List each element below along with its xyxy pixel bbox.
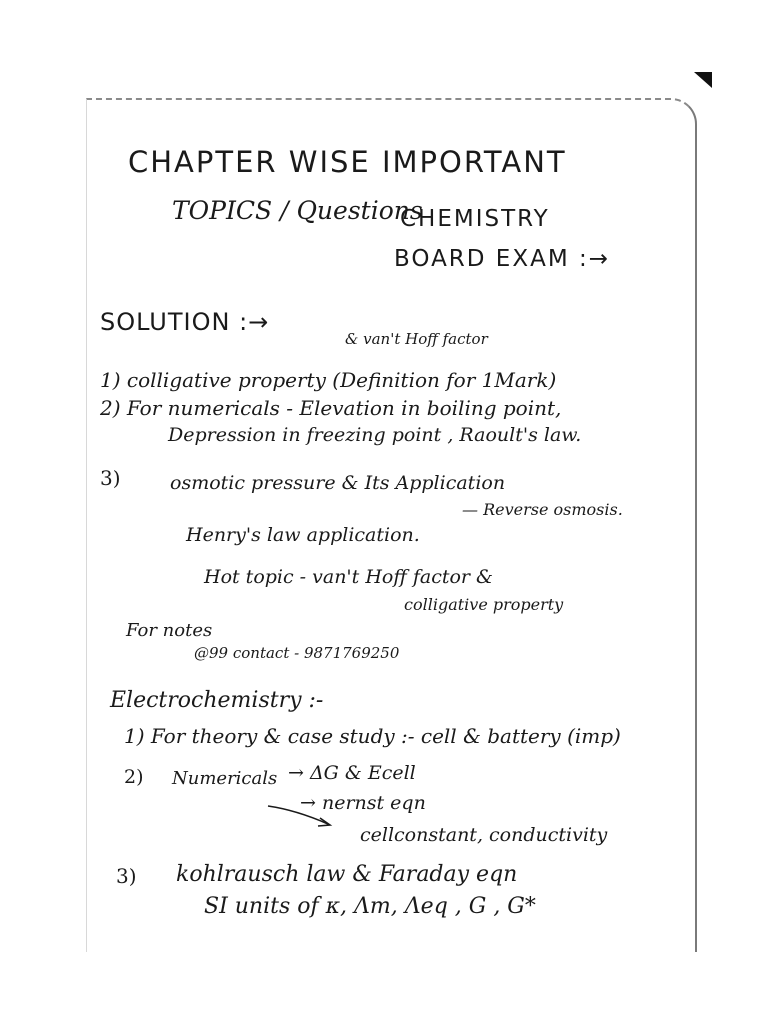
title-line-2b: CHEMISTRY [400,206,550,232]
title-line-1: CHAPTER WISE IMPORTANT [128,145,567,179]
solution-hot-topic: Hot topic - van't Hoff factor & [204,566,493,588]
solution-henry: Henry's law application. [186,524,420,546]
solution-item-2a: 2) For numericals - Elevation in boiling point, [100,396,562,420]
solution-insert-note: & van't Hoff factor [345,330,488,348]
electro-item-2-number: 2) [124,766,144,788]
electro-item-3-sub: SI units of κ, Λm, Λeq , G , G* [204,894,536,919]
electro-arrow-2: → nernst eqn [300,792,426,814]
solution-hot-topic-2: colligative property [404,595,564,614]
solution-item-3-text: osmotic pressure & Its Application [170,472,506,494]
solution-item-3-number: 3) [100,466,121,490]
solution-heading: SOLUTION :→ [100,308,270,336]
solution-item-1: 1) colligative property (Definition for 1Mark) [100,368,557,392]
solution-item-2b: Depression in freezing point , Raoult's law. [168,424,582,446]
contact-info: @99 contact - 9871769250 [194,644,400,662]
corner-triangle-mark [694,70,714,90]
notes-label: For notes [126,620,213,641]
curved-arrow-icon [266,802,336,830]
title-line-3: BOARD EXAM :→ [394,246,611,272]
electro-item-3-text: kohlrausch law & Faraday eqn [176,862,518,887]
electro-item-3-number: 3) [116,864,137,888]
electro-item-1: 1) For theory & case study :- cell & battery (imp) [124,724,621,748]
electro-item-2-label: Numericals [172,768,278,789]
solution-item-3-sub: — Reverse osmosis. [462,500,623,519]
electrochemistry-heading: Electrochemistry :- [110,688,324,713]
electro-arrow-3: cellconstant, conductivity [360,824,608,846]
title-line-2: TOPICS / Questions [172,196,423,225]
electro-arrow-1: → ΔG & Ecell [288,762,416,784]
